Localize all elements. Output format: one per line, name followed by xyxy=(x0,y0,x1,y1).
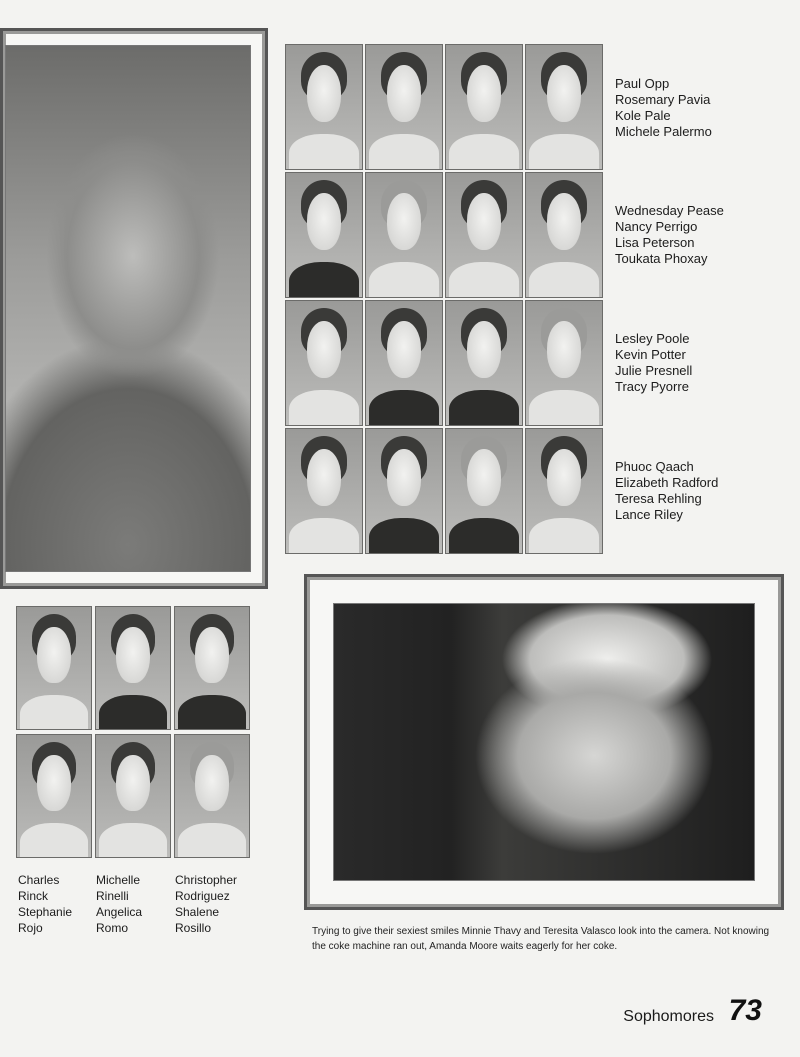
portrait xyxy=(285,428,363,554)
candid-photo-frame xyxy=(304,574,784,910)
feature-photo xyxy=(5,45,251,572)
portrait xyxy=(525,300,603,426)
student-name-part: Christopher xyxy=(175,873,238,887)
portrait xyxy=(365,172,443,298)
portrait xyxy=(365,44,443,170)
student-name: Tracy Pyorre xyxy=(615,379,689,394)
student-name-part: Shalene xyxy=(175,905,220,919)
portrait xyxy=(95,606,171,730)
student-name: Lesley Poole xyxy=(615,331,690,346)
student-name: Teresa Rehling xyxy=(615,491,702,506)
portrait xyxy=(16,606,92,730)
portrait xyxy=(445,44,523,170)
student-name-part: Angelica xyxy=(96,905,143,919)
student-name-part: Rosillo xyxy=(175,921,212,935)
student-name: Paul Opp xyxy=(615,76,670,91)
portrait xyxy=(285,44,363,170)
portrait xyxy=(525,44,603,170)
student-name: Nancy Perrigo xyxy=(615,219,698,234)
section-label: Sophomores xyxy=(623,1008,714,1025)
student-name-part: Rinck xyxy=(18,889,49,903)
portrait xyxy=(16,734,92,858)
name-column-3 xyxy=(175,872,237,936)
portrait xyxy=(365,428,443,554)
portrait xyxy=(445,300,523,426)
portrait xyxy=(365,300,443,426)
student-name: Toukata Phoxay xyxy=(615,251,708,266)
student-name-part: Stephanie xyxy=(18,905,73,919)
student-name: Kevin Potter xyxy=(615,347,686,362)
name-list-row-1 xyxy=(615,76,712,140)
student-name: Phuoc Qaach xyxy=(615,459,694,474)
student-name: Lance Riley xyxy=(615,507,683,522)
portrait xyxy=(525,172,603,298)
student-name: Wednesday Pease xyxy=(615,203,724,218)
name-list-row-4 xyxy=(615,459,718,523)
name-column-2 xyxy=(96,872,142,936)
portrait xyxy=(174,606,250,730)
name-column-1 xyxy=(18,872,72,936)
portrait xyxy=(445,172,523,298)
student-name: Lisa Peterson xyxy=(615,235,695,250)
student-name: Rosemary Pavia xyxy=(615,92,711,107)
student-name: Julie Presnell xyxy=(615,363,693,378)
portrait-grid-left xyxy=(16,606,252,858)
portrait xyxy=(285,172,363,298)
portrait xyxy=(95,734,171,858)
portrait-grid-right xyxy=(285,44,605,552)
portrait xyxy=(445,428,523,554)
photo-caption: Trying to give their sexiest smiles Minnie Thavy and Teresita Valasco look into the camera. Not knowing the coke machine ran out, Amanda Moore waits eagerly for her coke. xyxy=(312,926,770,952)
student-name-part: Rodriguez xyxy=(175,889,230,903)
name-list-row-3 xyxy=(615,331,692,395)
student-name-part: Charles xyxy=(18,873,60,887)
candid-photo xyxy=(333,603,755,881)
student-name-part: Michelle xyxy=(96,873,141,887)
student-name-part: Rinelli xyxy=(96,889,129,903)
feature-photo-frame xyxy=(0,28,268,589)
portrait xyxy=(174,734,250,858)
student-name-part: Rojo xyxy=(18,921,43,935)
portrait xyxy=(525,428,603,554)
student-name: Elizabeth Radford xyxy=(615,475,719,490)
student-name-part: Romo xyxy=(96,921,129,935)
name-list-row-2 xyxy=(615,203,724,267)
page-number: 73 xyxy=(728,994,762,1027)
student-name: Michele Palermo xyxy=(615,124,712,139)
portrait xyxy=(285,300,363,426)
student-name: Kole Pale xyxy=(615,108,671,123)
